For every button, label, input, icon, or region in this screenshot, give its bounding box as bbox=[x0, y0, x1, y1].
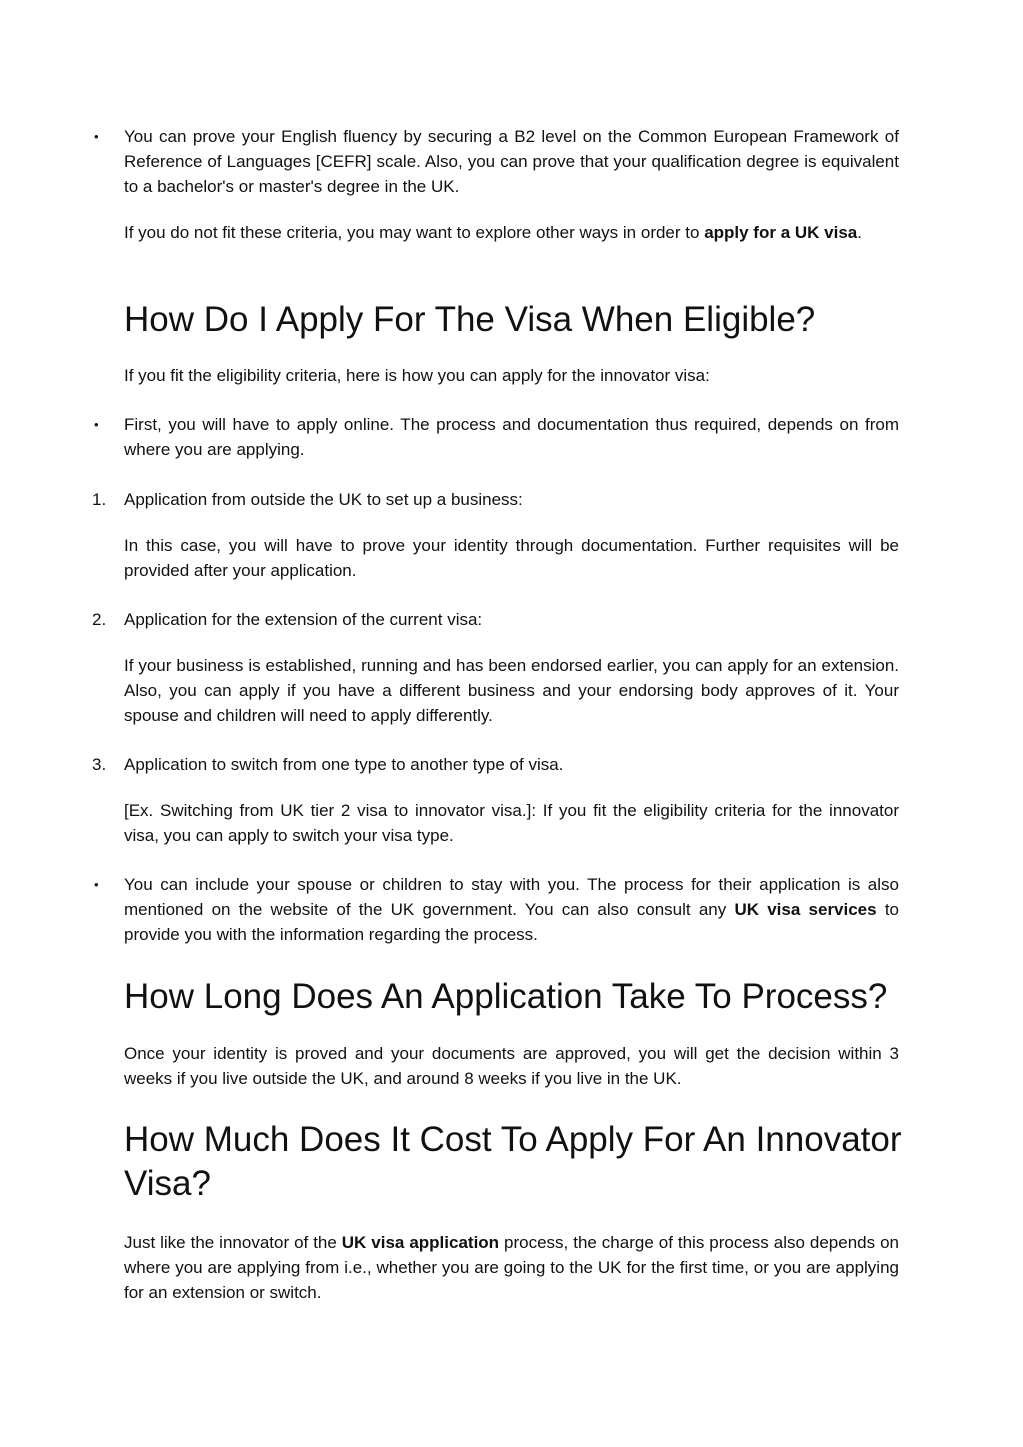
heading-process-time: How Long Does An Application Take To Process? bbox=[124, 977, 888, 1016]
switch-detail: [Ex. Switching from UK tier 2 visa to innovator visa.]: If you fit the eligibility criteria for the innovator visa, you can apply to switch your visa type. bbox=[124, 801, 899, 845]
heading-apply: How Do I Apply For The Visa When Eligible? bbox=[124, 300, 816, 339]
criteria-text-end: . bbox=[857, 223, 862, 242]
english-fluency-item: You can prove your English fluency by securing a B2 level on the Common European Framework of Reference of Languages [CEFR] scale. Also, you can prove that your qualification degree is equivalent to a bachelor's or master's degree in the UK. bbox=[124, 127, 899, 196]
extension-detail: If your business is established, running and has been endorsed earlier, you can apply for an extension. Also, you can apply if you have a different business and your endorsing body approves of it. Your spouse and children will need to apply differently. bbox=[124, 656, 899, 725]
number-marker-3: 3. bbox=[92, 755, 107, 774]
heading-cost: How Much Does It Cost To Apply For An Innovator Visa? bbox=[124, 1120, 902, 1203]
apply-uk-visa-emphasis: apply for a UK visa bbox=[704, 223, 858, 242]
number-marker-1: 1. bbox=[92, 490, 107, 509]
outside-uk-detail: In this case, you will have to prove your identity through documentation. Further requisites will be provided after your application. bbox=[124, 536, 899, 580]
cost-text: Just like the innovator of the bbox=[124, 1233, 342, 1252]
numbered-item-switch: Application to switch from one type to another type of visa. bbox=[124, 755, 564, 774]
criteria-text: If you do not fit these criteria, you may want to explore other ways in order to bbox=[124, 223, 705, 242]
numbered-item-outside-uk: Application from outside the UK to set up a business: bbox=[124, 490, 523, 509]
cost-text-end: process, the charge of this process also depends on where you are applying from i.e., whether you are going to the UK for the first time, or you are applying for an extension or switch. bbox=[124, 1233, 899, 1302]
intro-apply-paragraph: If you fit the eligibility criteria, here is how you can apply for the innovator visa: bbox=[124, 366, 710, 385]
uk-visa-application-emphasis: UK visa application bbox=[341, 1233, 500, 1252]
family-text-end: to provide you with the information regarding the process. bbox=[124, 900, 899, 944]
family-text: You can include your spouse or children to stay with you. The process for their application is also mentioned on the website of the UK government. You can also consult any bbox=[124, 875, 899, 919]
bullet-marker: • bbox=[94, 877, 99, 892]
criteria-paragraph bbox=[124, 220, 899, 245]
process-time-paragraph: Once your identity is proved and your documents are approved, you will get the decision within 3 weeks if you live outside the UK, and around 8 weeks if you live in the UK. bbox=[124, 1044, 899, 1088]
bullet-marker: • bbox=[94, 417, 99, 432]
apply-online-item: First, you will have to apply online. The process and documentation thus required, depends on from where you are applying. bbox=[124, 415, 899, 459]
numbered-item-extension: Application for the extension of the current visa: bbox=[124, 610, 483, 629]
family-item bbox=[124, 872, 899, 947]
number-marker-2: 2. bbox=[92, 610, 107, 629]
bullet-marker: • bbox=[94, 129, 99, 144]
cost-paragraph bbox=[124, 1230, 899, 1305]
uk-visa-services-emphasis: UK visa services bbox=[734, 900, 877, 919]
